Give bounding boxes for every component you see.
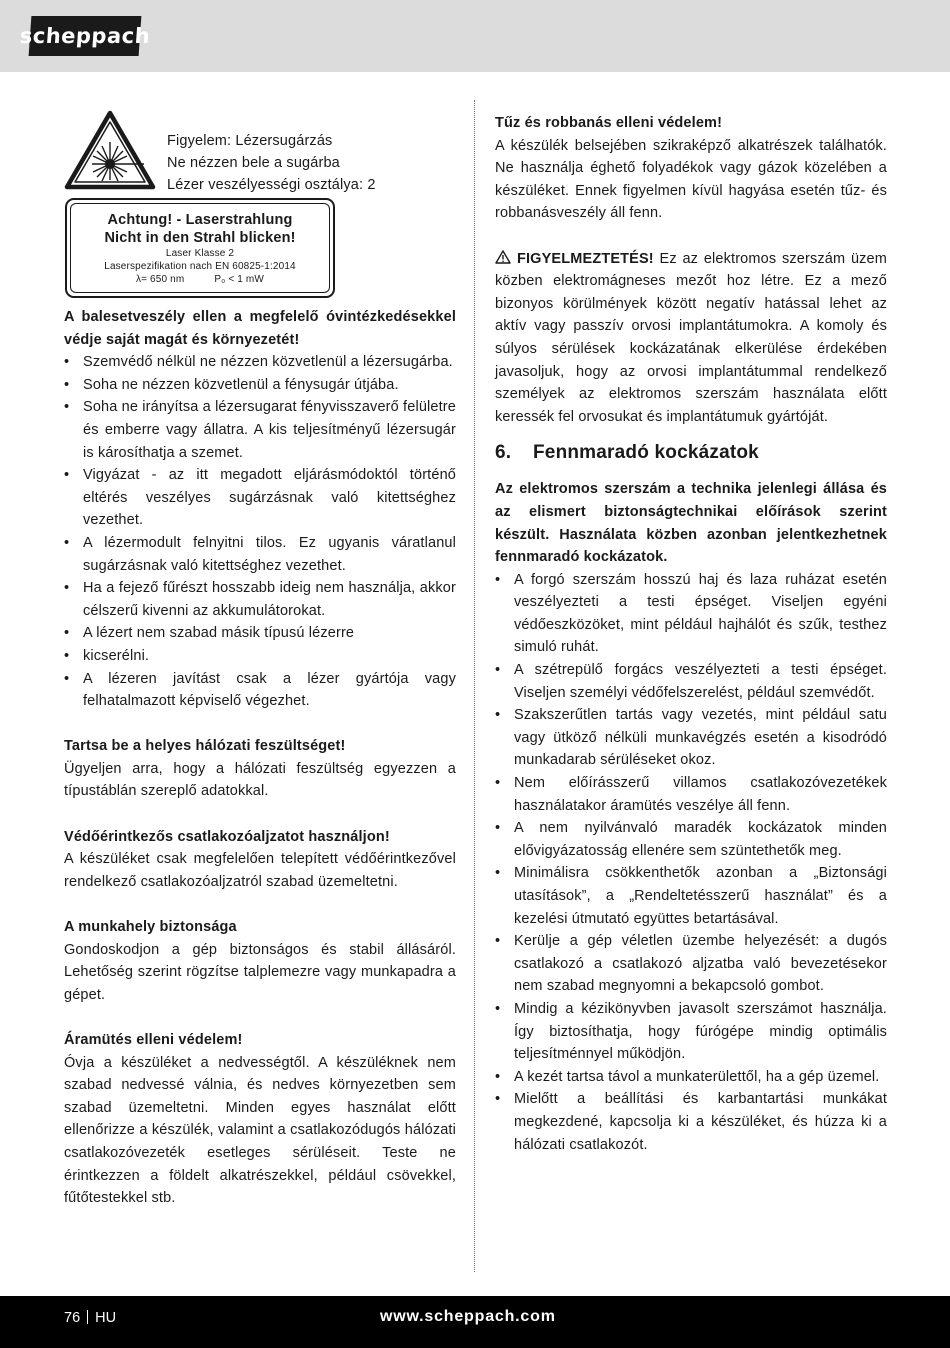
socket-text: A készüléket csak megfelelően telepített védőérintkezővel rendelkező csatlakozóaljzatról szabad üzemeltetni. [64,851,456,890]
label-line-1: Achtung! - Laserstrahlung [107,212,293,228]
logo-text: scheppach [19,24,151,48]
fire-heading: Tűz és robbanás elleni védelem! [495,115,723,131]
scheppach-logo [19,16,151,56]
list-item: • Szakszerűtlen tartás vagy vezetés, mint például satu vagy ütköző nélküli munkavégzés esetén a kisodródó munkadarab sérüléseket okoz. [495,704,887,772]
laser-warning-line: Lézer veszélyességi osztálya: 2 [167,177,376,193]
laser-warning-line: Ne nézzen bele a sugárba [167,155,340,171]
laser-class-label [65,198,335,298]
label-line-4: Laserspezifikation nach EN 60825-1:2014 [104,261,296,272]
list-item: • Nem előírásszerű villamos csatlakozóvezetékek használatakor áramütés veszélye áll fenn. [495,772,887,817]
left-column [64,112,456,1210]
list-item: • Vigyázat - az itt megadott eljárásmódoktól történő eltérés veszélyes sugárzásnak való kitettséghez vezethet. [64,464,456,532]
warning-label: FIGYELMEZTETÉS! [517,250,654,267]
column-divider [474,100,475,1272]
footer-bar [0,1296,950,1348]
emf-warning-paragraph [495,248,887,429]
label-power: P₀ < 1 mW [214,274,264,285]
shock-heading: Áramütés elleni védelem! [64,1032,243,1048]
laser-hazard-icon [64,110,156,190]
laser-warning-text [167,130,376,196]
list-item: • Minimálisra csökkenthetők azonban a „Biztonsági utasítások”, a „Rendeltetésszerű használat” és a kezelési útmutató együttes betartásával. [495,862,887,930]
list-item: • Szemvédő nélkül ne nézzen közvetlenül a lézersugárba. [64,351,456,374]
voltage-heading: Tartsa be a helyes hálózati feszültséget! [64,738,346,755]
label-line-2: Nicht in den Strahl blicken! [104,230,296,246]
website-link[interactable]: www.scheppach.com [380,1308,556,1325]
socket-heading: Védőérintkezős csatlakozóaljzatot használjon! [64,828,390,845]
shock-text: Óvja a készüléket a nedvességtől. A készüléknek nem szabad nedvessé válnia, és nedves környezetben sem szabad üzemeltetni. Minden egyes használat előtt ellenőrizze a készülék, valamint a csatlakozódugós hálózati csatlakozóvezeték esetleges sérüléseit. Teste ne érintkezzen a földelt alkatrészekkel, például csövekkel, fűtőtestekkel stb. [64,1054,456,1207]
list-item: • Mindig a kézikönyvben javasolt szerszámot használja. Így biztosíthatja, hogy fúrógépe mindig optimális teljesítménnyel működjön. [495,998,887,1066]
list-item: • A szétrepülő forgács veszélyezteti a testi épséget. Viseljen személyi védőfelszerelést, például szemvédőt. [495,659,887,704]
list-item: • kicserélni. [64,645,456,668]
label-wavelength: λ= 650 nm [135,274,185,285]
fire-text: A készülék belsejében szikraképző alkatrészek találhatók. Ne használja éghető folyadékok vagy gázok közelében a készüléket. Ennek figyelmen kívül hagyása esetén tűz- és robbanásveszély áll fenn. [495,137,887,222]
workplace-text: Gondoskodjon a gép biztonságos és stabil állásáról. Lehetőség szerint rögzítse talplemezre vagy munkapadra a gépet. [64,941,456,1003]
separator [87,1310,88,1324]
list-item: • Ha a fejező fűrészt hosszabb ideig nem használja, akkor célszerű kivenni az akkumulátorokat. [64,577,456,622]
list-item: • A lézermodult felnyitni tilos. Ez ugyanis váratlanul sugárzásnak való kitettséghez vezethet. [64,532,456,577]
page-number-group [64,1310,116,1326]
language-code: HU [95,1310,117,1326]
list-item: • A kezét tartsa távol a munkaterülettől, ha a gép üzemel. [495,1066,887,1089]
list-item: • Soha ne irányítsa a lézersugarat fényvisszaverő felületre és emberre vagy állatra. A kis teljesítményű lézersugár is károsíthatja a szemet. [64,396,456,464]
voltage-text: Ügyeljen arra, hogy a hálózati feszültség egyezzen a típustáblán szereplő adatokkal. [64,760,456,800]
list-item: • Mielőtt a beállítási és karbantartási munkákat megkezdené, kapcsolja ki a készüléket, és húzza ki a hálózati csatlakozót. [495,1088,887,1156]
list-item: • Soha ne nézzen közvetlenül a fénysugár útjába. [64,374,456,397]
list-item: • A forgó szerszám hosszú haj és laza ruházat esetén veszélyezteti a testi épséget. Viseljen egyéni védőeszközöket, mint például hajhálót és szűk, testhez simuló ruhát. [495,569,887,659]
list-item: • A lézeren javítást csak a lézer gyártója vagy felhatalmazott képviselő végezhet. [64,668,456,713]
label-line-3: Laser Klasse 2 [165,248,235,259]
section-intro: Az elektromos szerszám a technika jelenlegi állása és az elismert biztonságtechnikai előírások szerint készült. Használata közben azonban jelentkezhetnek fennmaradó kockázatok. [495,481,887,566]
warning-text: Ez az elektromos szerszám üzem közben elektromágneses mezőt hoz létre. Ez a mező bizonyos körülmények között negatív hatással lehet az aktív vagy passzív orvosi implantátumokra. A komoly és súlyos sérülések kockázatának elkerülése érdekében javasoljuk, hogy az orvosi implantátummal rendelkező személyek az elektromos szerszám használata előtt keressék fel orvosukat és implantátumuk gyártóját. [495,250,887,425]
warning-triangle-icon [495,250,511,264]
residual-risk-list [495,569,887,1156]
section-title: Fennmaradó kockázatok [533,442,759,464]
workplace-heading: A munkahely biztonsága [64,919,237,936]
list-item: • Kerülje a gép véletlen üzembe helyezését: a dugós csatlakozó a csatlakozó aljzatba való bevezetésekor nem szabad megnyomni a bekapcsoló gombot. [495,930,887,998]
list-item: • A nem nyilvánvaló maradék kockázatok minden elővigyázatosság ellenére sem szüntethetők meg. [495,817,887,862]
section-number: 6. [495,442,512,464]
intro-bold-text: A balesetveszély ellen a megfelelő óvintézkedésekkel védje saját magát és környezetét! [64,309,456,348]
header-bar [0,0,950,72]
page-number: 76 [64,1310,81,1326]
right-column [495,112,887,1156]
laser-warning-group [64,110,456,306]
laser-warning-line: Figyelem: Lézersugárzás [167,133,333,149]
section-heading [495,440,887,466]
laser-safety-list [64,351,456,713]
list-item: • A lézert nem szabad másik típusú lézerre [64,622,456,645]
